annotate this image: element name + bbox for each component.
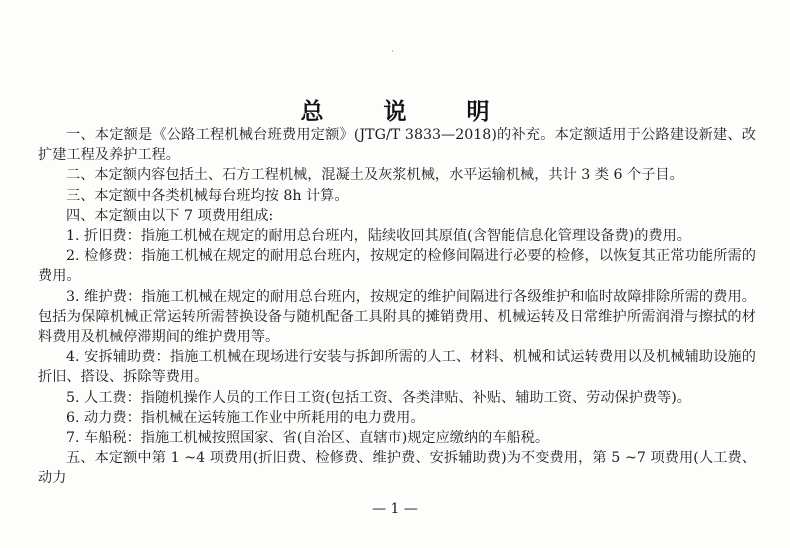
item-vehicle-tax: 7. 车船税：指施工机械按照国家、省(自治区、直辖市)规定应缴纳的车船税。 xyxy=(66,430,550,447)
item-maintenance: 3. 维护费：指施工机械在规定的耐用总台班内，按规定的维护间隔进行各级维护和临时故障排除所需的费用。包括为保障机械正常运转所需替换设备与随机配备工具附具的摊销费用、机械运转及日常维护所需润滑与擦拭的材料费用及机械停滞期间的维护费用等。 xyxy=(38,288,756,346)
item-labor: 5. 人工费：指随机操作人员的工作日工资(包括工资、各类津贴、补贴、辅助工资、劳动保护费等)。 xyxy=(66,389,691,406)
item-power: 6. 动力费：指机械在运转施工作业中所耗用的电力费用。 xyxy=(66,409,425,426)
page-title: 总 说 明 xyxy=(300,99,516,126)
paragraph-1: 一、本定额是《公路工程机械台班费用定额》(JTG/T 3833—2018)的补充。本定额适用于公路建设新建、改扩建工程及养护工程。 xyxy=(38,127,756,164)
paragraph-4: 四、本定额由以下 7 项费用组成: xyxy=(66,207,274,224)
paragraph-5: 五、本定额中第 1 ~4 项费用(折旧费、检修费、维护费、安拆辅助费)为不变费用，第 5 ~7 项费用(人工费、动力 xyxy=(38,450,756,487)
document-body xyxy=(38,125,756,489)
paragraph-3: 三、本定额中各类机械每台班均按 8h 计算。 xyxy=(66,187,349,204)
scan-mark xyxy=(392,50,393,52)
paragraph-2: 二、本定额内容包括土、石方工程机械，混凝土及灰浆机械，水平运输机械，共计 3 类 6 个子目。 xyxy=(66,167,684,184)
item-depreciation: 1. 折旧费：指施工机械在规定的耐用总台班内，陆续收回其原值(含智能信息化管理设备费)的费用。 xyxy=(66,228,691,245)
item-installation: 4. 安拆辅助费：指施工机械在现场进行安装与拆卸所需的人工、材料、机械和试运转费用以及机械辅助设施的折旧、搭设、拆除等费用。 xyxy=(38,349,756,386)
page-number: — 1 — xyxy=(372,501,418,517)
item-overhaul: 2. 检修费：指施工机械在规定的耐用总台班内，按规定的检修间隔进行必要的检修，以恢复其正常功能所需的费用。 xyxy=(38,248,756,285)
